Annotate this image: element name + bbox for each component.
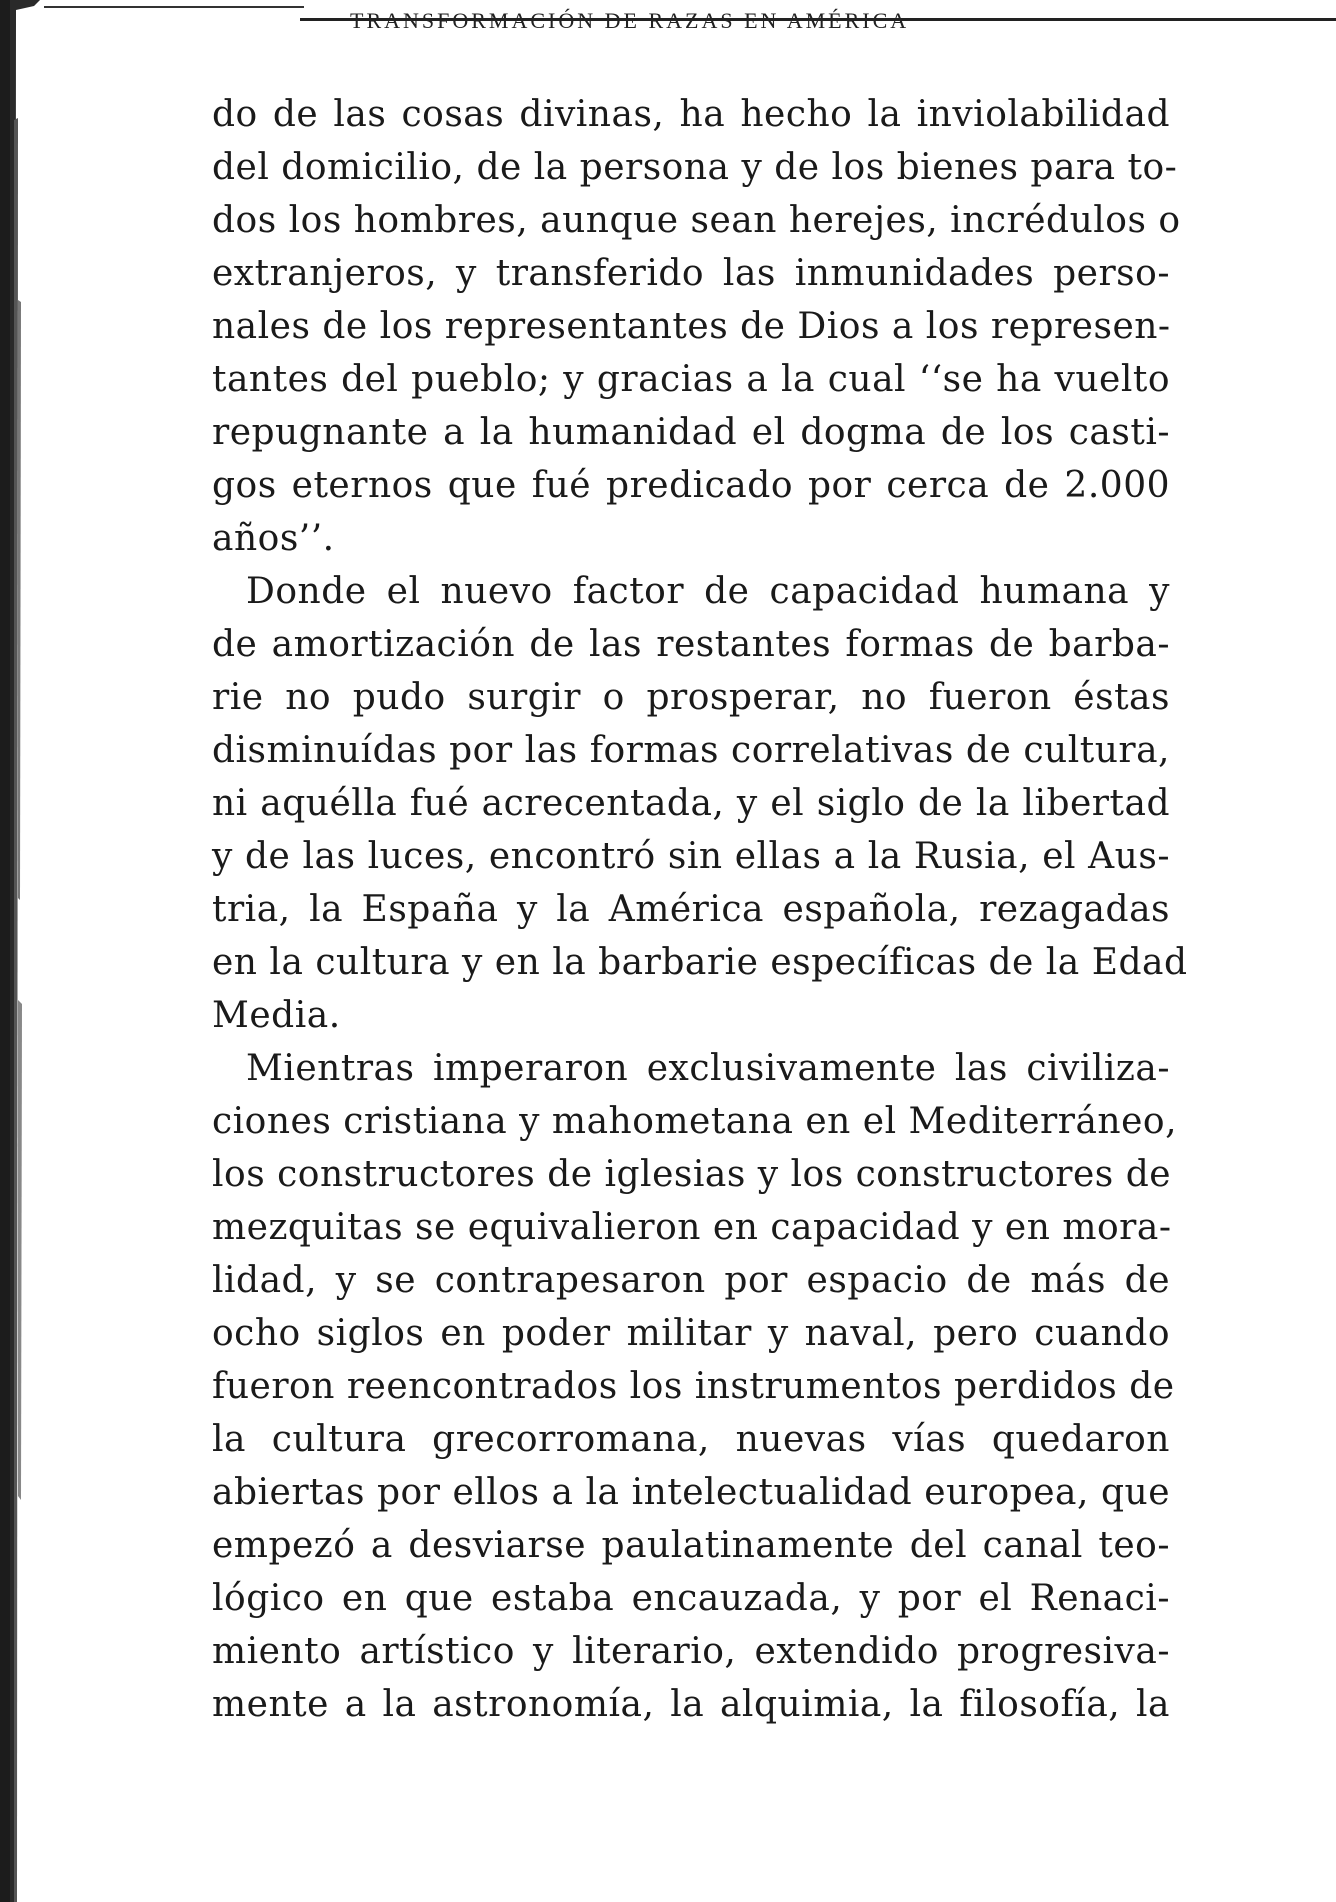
text-line: del domicilio, de la persona y de los bienes para to- [212,147,1178,188]
text-line: Media. [212,995,341,1036]
text-line: lógico en que estaba encauzada, y por el Renaci- [212,1578,1170,1619]
page-binding-edge [0,0,44,1902]
text-line: de amortización de las restantes formas de barba- [212,624,1170,665]
text-line: lidad, y se contrapesaron por espacio de más de [212,1260,1170,1301]
text-line: empezó a desviarse paulatinamente del canal teo- [212,1525,1170,1566]
text-line: en la cultura y en la barbarie específicas de la Edad [212,942,1188,983]
text-line: abiertas por ellos a la intelectualidad europea, que [212,1472,1170,1513]
text-line: y de las luces, encontró sin ellas a la Rusia, el Aus- [212,836,1170,877]
body-text [212,88,1188,1731]
running-head: TRANSFORMACIÓN DE RAZAS EN AMÉRICA [350,8,910,33]
text-line: tantes del pueblo; y gracias a la cual ‘‘se ha vuelto [212,359,1170,400]
text-line: dos los hombres, aunque sean herejes, incrédulos o [212,200,1181,241]
text-line: fueron reencontrados los instrumentos perdidos de [212,1366,1175,1407]
text-line: do de las cosas divinas, ha hecho la inviolabilidad [212,94,1170,135]
text-line: gos eternos que fué predicado por cerca de 2.000 [212,465,1170,506]
text-line: años’’. [212,518,335,559]
text-line: repugnante a la humanidad el dogma de los casti- [212,412,1170,453]
text-line: Mientras imperaron exclusivamente las civiliza- [246,1048,1170,1089]
text-line: mezquitas se equivalieron en capacidad y en mora- [212,1207,1172,1248]
text-line: tria, la España y la América española, rezagadas [212,889,1170,930]
text-line: Donde el nuevo factor de capacidad humana y [246,571,1170,612]
text-line: nales de los representantes de Dios a los represen- [212,306,1171,347]
text-line: mente a la astronomía, la alquimia, la filosofía, la [212,1684,1170,1725]
header-rule-left [44,6,304,8]
text-line: ciones cristiana y mahometana en el Mediterráneo, [212,1101,1178,1142]
text-line: ocho siglos en poder militar y naval, pero cuando [212,1313,1170,1354]
text-line: extranjeros, y transferido las inmunidades perso- [212,253,1170,294]
text-line: miento artístico y literario, extendido progresiva- [212,1631,1170,1672]
text-line: rie no pudo surgir o prosperar, no fueron éstas [212,677,1170,718]
text-line: disminuídas por las formas correlativas de cultura, [212,730,1170,771]
text-line: ni aquélla fué acrecentada, y el siglo de la libertad [212,783,1170,824]
text-line: la cultura grecorromana, nuevas vías quedaron [212,1419,1170,1460]
text-line: los constructores de iglesias y los constructores de [212,1154,1172,1195]
